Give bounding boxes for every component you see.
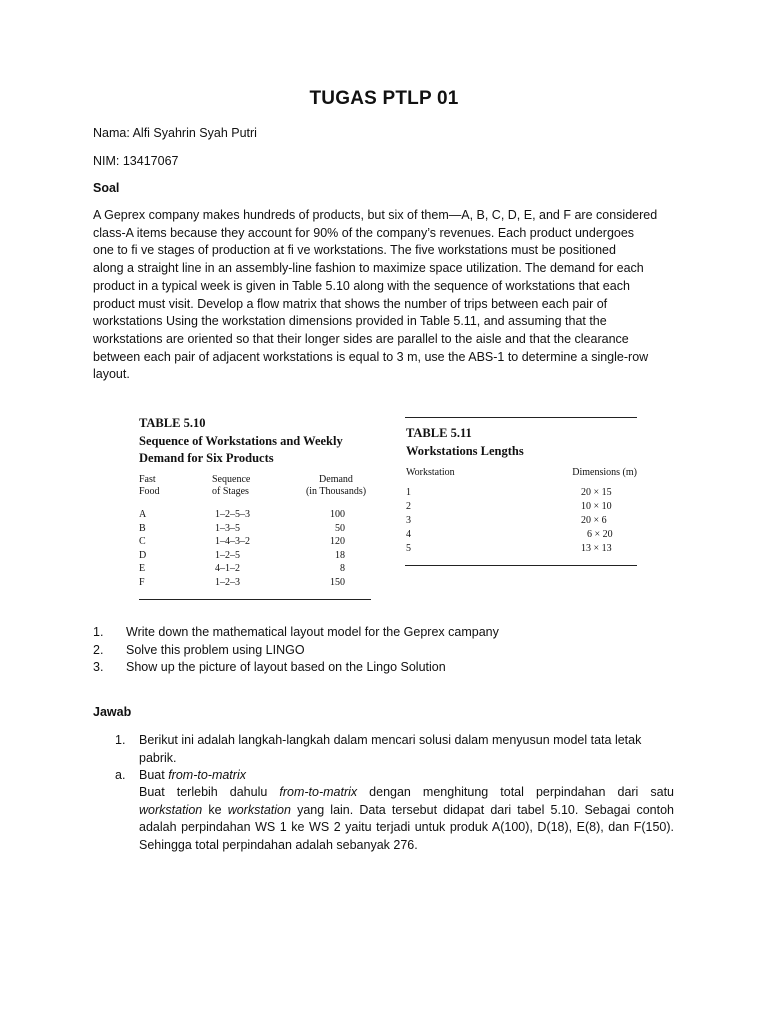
cell-demand: 8 [340,563,345,575]
table-row [139,509,371,523]
paragraph-line: between each pair of adjacent workstations is equal to 3 m, use the ABS-1 to determine a single-row [93,349,649,364]
student-name: Nama: Alfi Syahrin Syah Putri [93,126,257,140]
table-caption: TABLE 5.10 [139,416,206,430]
cell-food: E [139,563,146,575]
table-row [405,515,637,529]
table-row [139,523,371,537]
header-text: Demand [319,474,353,485]
cell-sequence: 4–1–2 [215,563,240,575]
cell-demand: 100 [330,509,345,520]
cell-sequence: 1–2–5 [215,549,240,561]
list-text: Write down the mathematical layout model for the Geprex campany [126,625,499,639]
paragraph-line: product in a typical week is given in Table 5.10 along with the sequence of workstations that each [93,278,630,293]
list-text: pabrik. [139,750,177,765]
cell-dimensions: 13 × 13 [581,543,612,554]
header-text: Sequence [212,474,251,485]
table-rule [405,565,637,566]
text-run: ke [202,802,228,817]
list-text: Show up the picture of layout based on the Lingo Solution [126,660,446,675]
soal-heading: Soal [93,181,120,195]
table-title: Demand for Six Products [139,451,274,465]
table-rule [139,599,371,600]
paragraph-line: layout. [93,367,130,382]
cell-workstation: 4 [406,529,411,540]
table-rule [405,417,637,418]
text-italic: workstation [139,802,203,817]
text-italic: from-to-matrix [279,785,358,799]
paragraph-line: class-A items because they account for 90% of the company’s revenues. Each product undergoes [93,225,635,240]
paragraph-line: product must visit. Develop a flow matrix that shows the number of trips between each pair of [93,296,608,311]
cell-sequence: 1–2–5–3 [215,509,250,520]
table-5-10 [139,416,371,588]
table-row [405,487,637,501]
table-row [139,577,371,591]
cell-food: A [139,509,147,520]
cell-sequence: 1–3–5 [215,522,240,534]
text-run: yang lain. Data tersebut didapat dari tabel 5.10. Sebagai contoh [290,802,674,817]
column-header-demand [301,474,371,498]
list-number: 2. [93,642,104,657]
cell-dimensions: 6 × 20 [587,529,613,540]
list-number: 3. [93,660,104,675]
header-text: Fast [139,474,156,485]
header-text: of Stages [212,486,249,497]
cell-dimensions: 20 × 6 [581,515,607,526]
column-header-sequence [212,474,250,498]
text-run: dengan menghitung total perpindahan dari satu [357,785,674,799]
jawab-heading: Jawab [93,705,132,719]
cell-dimensions: 20 × 15 [581,487,612,498]
problem-paragraph [93,207,683,384]
label-prefix: Buat [139,768,169,782]
list-text: Berikut ini adalah langkah-langkah dalam mencari solusi dalam menyusun model tata letak [139,733,642,747]
paragraph-line: along a straight line in an assembly-line fashion to maximize space utilization. The demand for each [93,261,644,276]
paragraph-line: A Geprex company makes hundreds of products, but six of them—A, B, C, D, E, and F are considered [93,208,658,222]
column-header-food [139,474,160,498]
paragraph-line: one to fi ve stages of production at fi ve workstations. The five workstations must be positioned [93,243,616,258]
column-header-workstation: Workstation [406,467,455,478]
table-caption: TABLE 5.11 [406,426,472,440]
cell-demand: 18 [335,549,345,561]
list-letter: a. [115,768,126,782]
paragraph-line: workstations are oriented so that their longer sides are parallel to the aisle and that the clearance [93,331,629,346]
table-row [405,501,637,515]
paragraph-line [139,784,674,802]
paragraph-line: workstations Using the workstation dimensions provided in Table 5.11, and assuming that the [93,314,607,329]
text-italic: workstation [227,802,291,817]
page-title: TUGAS PTLP 01 [309,88,459,109]
cell-food: D [139,549,147,561]
table-row [405,543,637,557]
header-text: Food [139,486,160,497]
cell-sequence: 1–2–3 [215,577,240,588]
table-row [139,550,371,564]
cell-workstation: 2 [406,501,411,512]
cell-workstation: 5 [406,543,411,554]
paragraph-line: adalah perpindahan WS 1 ke WS 2 yaitu terjadi untuk produk A(100), D(18), E(8), dan F(150). [139,820,674,835]
answer-a-paragraph [139,784,674,855]
cell-food: F [139,577,145,588]
paragraph-line: Sehingga total perpindahan adalah sebanyak 276. [139,838,418,853]
text-run: Buat terlebih dahulu [139,785,280,799]
table-title: Workstations Lengths [406,444,524,458]
student-nim: NIM: 13417067 [93,154,179,168]
cell-demand: 120 [330,536,345,548]
cell-food: B [139,522,146,534]
paragraph-line [139,802,674,820]
cell-food: C [139,536,146,548]
cell-demand: 50 [335,522,345,534]
cell-sequence: 1–4–3–2 [215,536,250,548]
list-number: 1. [93,625,104,639]
cell-workstation: 1 [406,487,411,498]
cell-workstation: 3 [406,515,411,526]
table-row [139,563,371,577]
table-row [405,529,637,543]
cell-dimensions: 10 × 10 [581,501,612,512]
column-header-dimensions: Dimensions (m) [572,467,637,478]
list-number: 1. [115,733,126,747]
cell-demand: 150 [330,577,345,588]
label-italic: from-to-matrix [168,768,246,782]
list-text [139,768,246,782]
header-text: (in Thousands) [305,486,367,497]
table-title: Sequence of Workstations and Weekly [139,434,343,448]
list-text: Solve this problem using LINGO [126,642,305,657]
table-row [139,536,371,550]
